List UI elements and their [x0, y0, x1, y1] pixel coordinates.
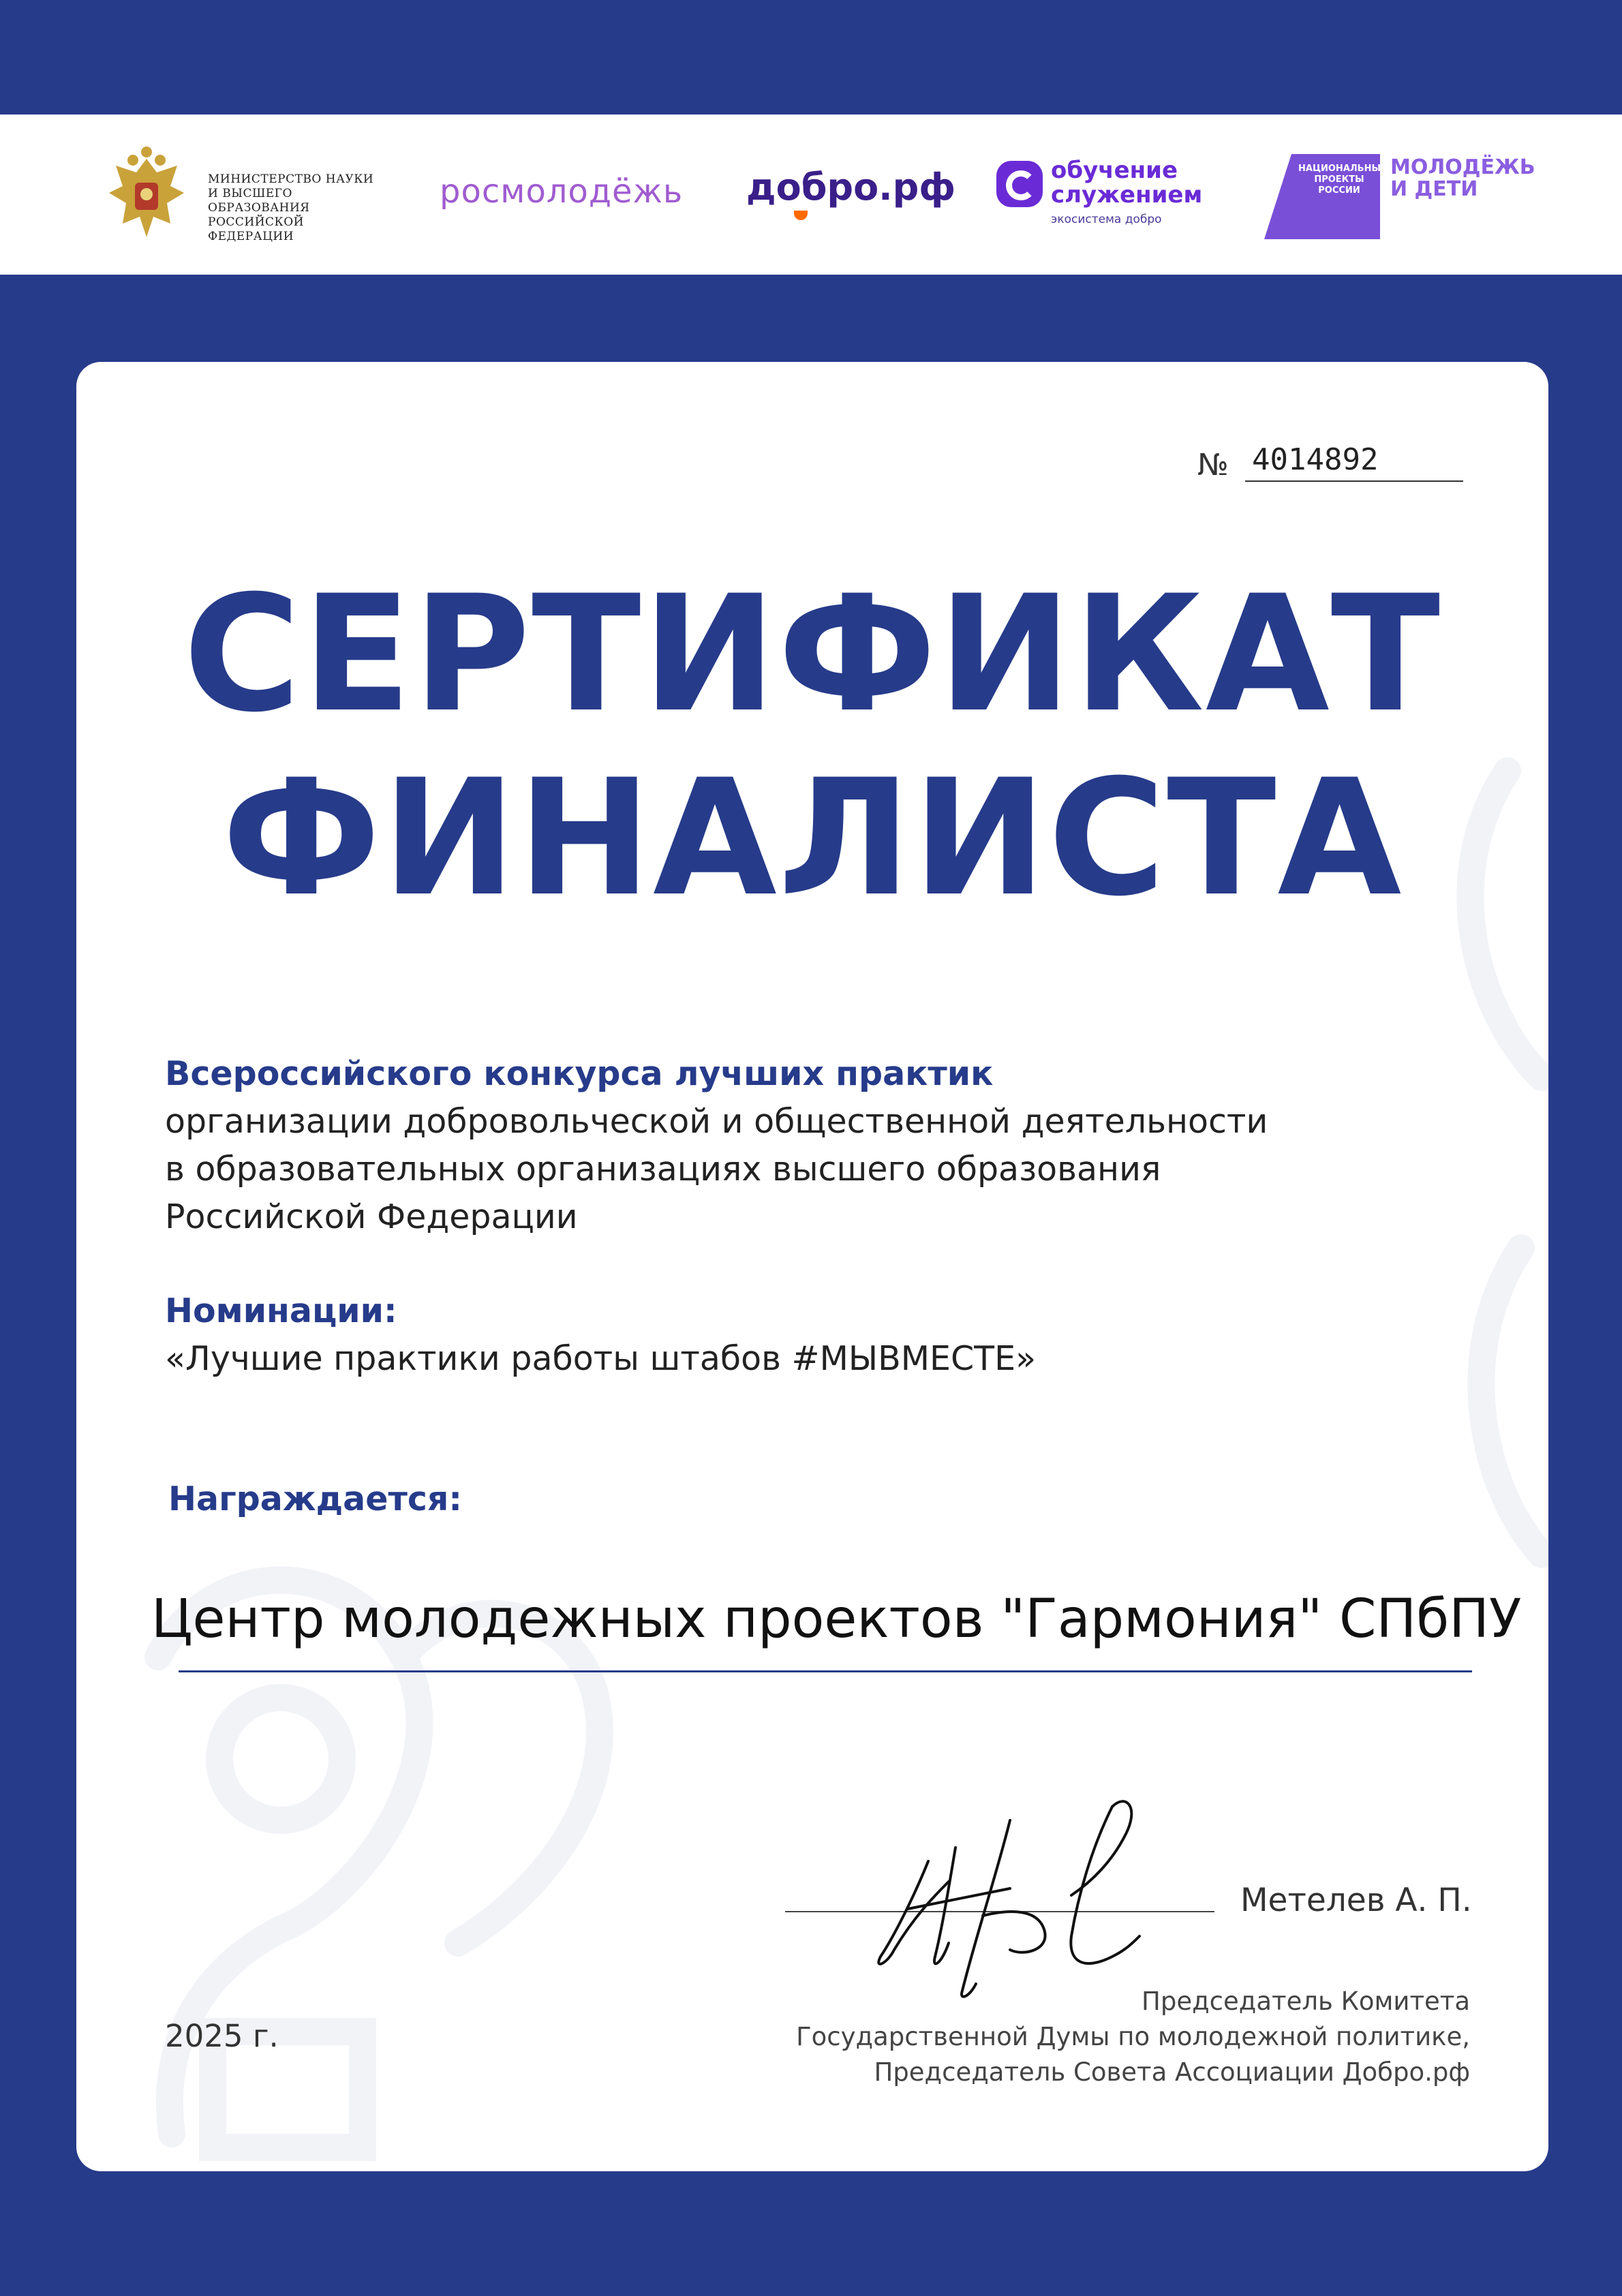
- awarded-label: Награждается:: [168, 1480, 462, 1518]
- ministry-logo: [102, 145, 388, 247]
- position-line: Государственной Думы по молодежной политике,: [796, 2022, 1470, 2051]
- molodezh-deti-line2: И ДЕТИ: [1390, 177, 1478, 201]
- natsproekty-line: ПРОЕКТЫ: [1314, 174, 1364, 185]
- obuchenie-line2: служением: [1051, 181, 1203, 209]
- contest-body-line: в образовательных организациях высшего образования: [165, 1150, 1161, 1189]
- natsproekty-logo: [1264, 154, 1537, 239]
- contest-lead: Всероссийского конкурса лучших практик: [165, 1054, 994, 1093]
- ministry-text-line: И ВЫСШЕГО ОБРАЗОВАНИЯ: [208, 187, 310, 215]
- certificate-number-value: 4014892: [1252, 442, 1379, 477]
- natsproekty-line: НАЦИОНАЛЬНЫЕ: [1298, 164, 1387, 174]
- recipient-underline: [179, 1670, 1472, 1672]
- obuchenie-line3: экосистема добро: [1051, 213, 1162, 226]
- nominations-value: «Лучшие практики работы штабов #МЫВМЕСТЕ»: [165, 1339, 1037, 1378]
- dobro-rf-logo: [746, 166, 955, 209]
- obuchenie-line1: обучение: [1051, 157, 1178, 184]
- position-line: Председатель Комитета: [1142, 1987, 1470, 2016]
- ministry-text-line: МИНИСТЕРСТВО НАУКИ: [208, 172, 374, 186]
- double-headed-eagle-icon: [102, 145, 191, 247]
- certificate-number: [1197, 438, 1470, 483]
- handwritten-signature: [867, 1793, 1221, 2011]
- signer-name: Метелев А. П.: [1240, 1882, 1472, 1919]
- number-underline: [1245, 480, 1463, 482]
- dobro-rf-logo-text: добро.рф: [746, 166, 955, 209]
- contest-body-line: Российской Федерации: [165, 1197, 578, 1236]
- contest-description: [165, 1050, 1460, 1241]
- molodezh-deti-line1: МОЛОДЁЖЬ: [1390, 155, 1535, 179]
- partner-logo-strip: [0, 114, 1622, 275]
- top-band: [0, 0, 1622, 114]
- contest-body-line: организации добровольческой и общественной деятельности: [165, 1102, 1268, 1141]
- nominations-label: Номинации:: [165, 1291, 397, 1330]
- certificate-year: 2025 г.: [165, 2018, 279, 2054]
- nominations: [165, 1287, 1460, 1383]
- rosmolodezh-logo: росмолодёжь: [440, 172, 684, 211]
- number-sign: №: [1197, 448, 1229, 483]
- certificate-title-line2: ФИНАЛИСТА: [221, 746, 1403, 932]
- obuchenie-sluzheniem-logo: [996, 157, 1214, 236]
- ministry-text-line: РОССИЙСКОЙ ФЕДЕРАЦИИ: [208, 215, 304, 243]
- smile-mark-icon: [794, 211, 808, 220]
- signer-position: [690, 1984, 1470, 2090]
- obuchenie-circle-icon: [996, 161, 1043, 207]
- recipient-name: Центр молодежных проектов "Гармония" СПбПУ: [151, 1589, 1522, 1650]
- position-line: Председатель Совета Ассоциации Добро.рф: [874, 2057, 1470, 2087]
- certificate-card: [76, 362, 1548, 2171]
- certificate-title-line1: СЕРТИФИКАТ: [183, 562, 1442, 748]
- natsproekty-line: РОССИИ: [1318, 185, 1360, 196]
